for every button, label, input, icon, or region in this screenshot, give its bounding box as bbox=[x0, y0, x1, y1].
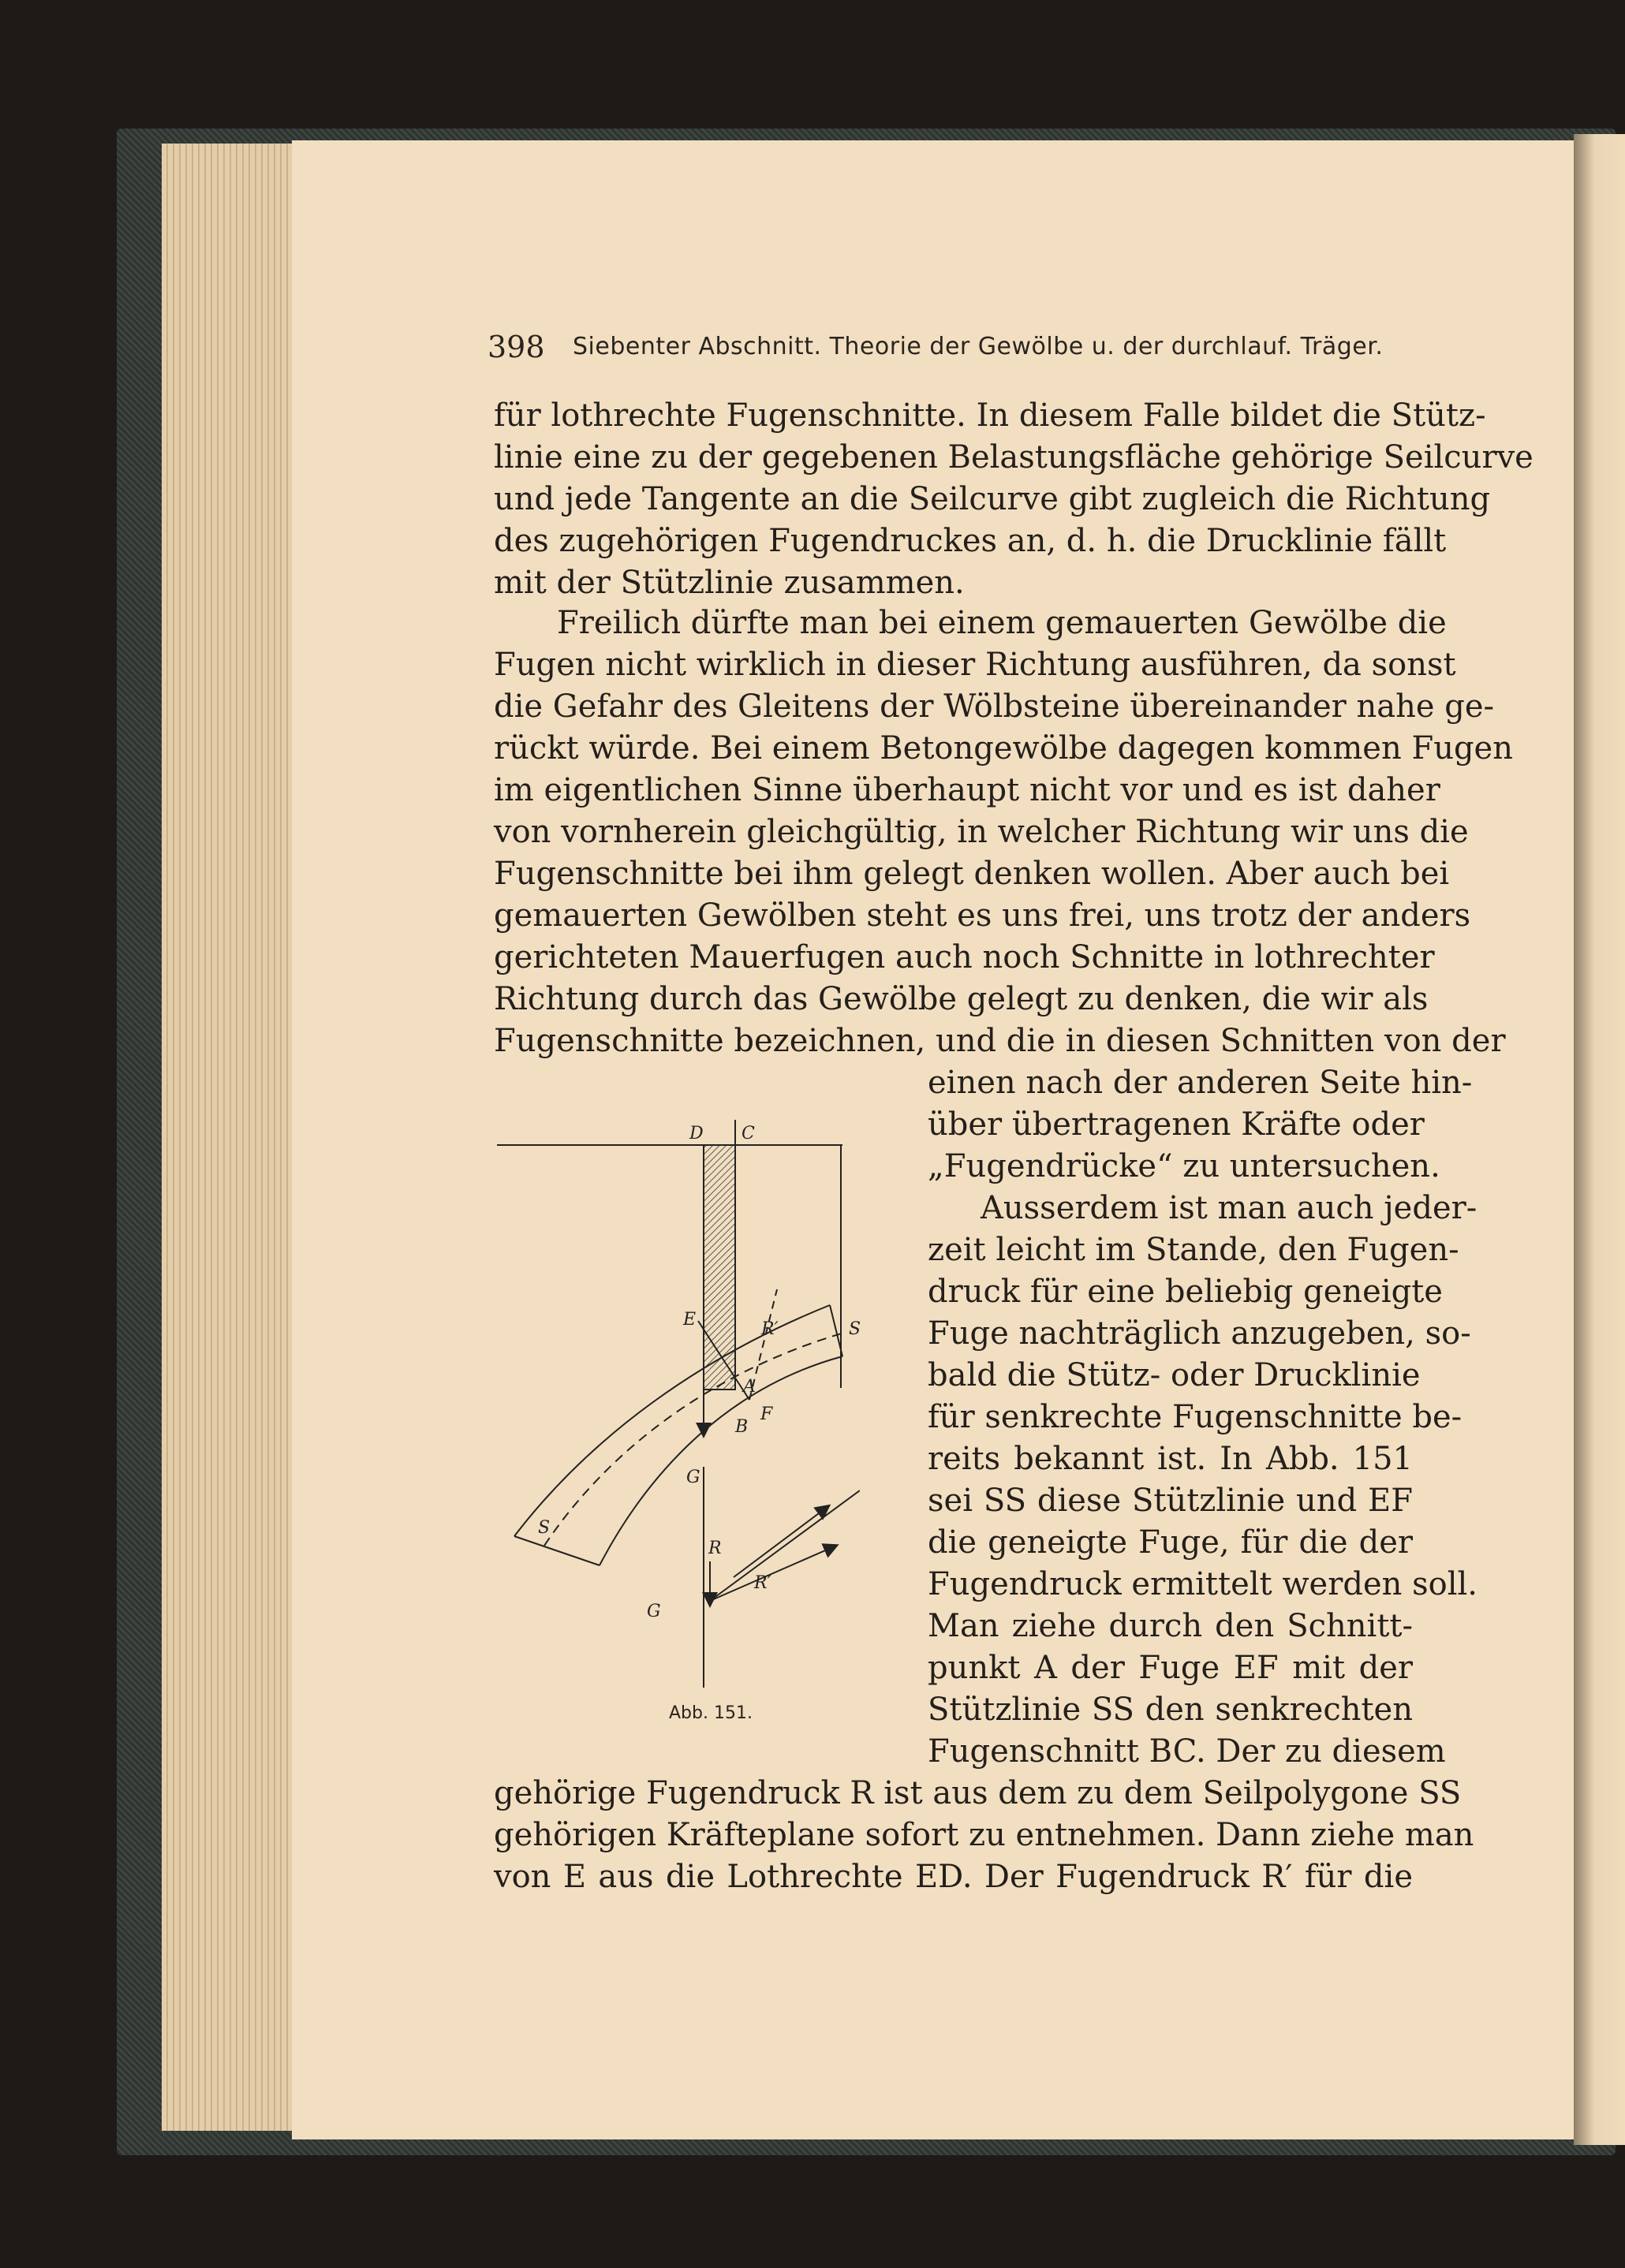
text-line: Fugenschnitte bei ihm gelegt denken wollen. Aber auch bei bbox=[494, 856, 1450, 892]
label-s-left: S bbox=[538, 1518, 551, 1538]
text-line: druck für eine beliebig geneigte bbox=[928, 1274, 1443, 1310]
page-number: 398 bbox=[488, 330, 545, 364]
text-line: die Gefahr des Gleitens der Wölbsteine übereinander nahe ge- bbox=[494, 688, 1495, 725]
text-line: die geneigte Fuge, für die der bbox=[928, 1524, 1413, 1561]
text-line: Fugenschnitte bezeichnen, und die in diesen Schnitten von der bbox=[494, 1023, 1506, 1059]
figure-abb-151 bbox=[497, 1120, 860, 1703]
label-g-top: G bbox=[686, 1468, 700, 1487]
label-r-prime-lower: R′ bbox=[754, 1573, 771, 1593]
text-line: einen nach der anderen Seite hin- bbox=[928, 1065, 1473, 1101]
arch-diagram bbox=[497, 1120, 860, 1703]
text-line: Richtung durch das Gewölbe gelegt zu denken, die wir als bbox=[494, 981, 1429, 1017]
label-g-bottom: G bbox=[647, 1602, 661, 1621]
label-b: B bbox=[735, 1417, 749, 1437]
text-line: Ausserdem ist man auch jeder- bbox=[981, 1190, 1477, 1226]
label-r: R bbox=[708, 1539, 722, 1558]
text-line: Stützlinie SS den senkrechten bbox=[928, 1692, 1413, 1728]
text-line: „Fugendrücke“ zu untersuchen. bbox=[928, 1148, 1440, 1184]
text-line: für senkrechte Fugenschnitte be- bbox=[928, 1399, 1462, 1435]
running-title: Siebenter Abschnitt. Theorie der Gewölbe u. der durchlauf. Träger. bbox=[573, 333, 1384, 360]
text-line: des zugehörigen Fugendruckes an, d. h. die Drucklinie fällt bbox=[494, 523, 1447, 559]
text-line: Fugenschnitt BC. Der zu diesem bbox=[928, 1733, 1446, 1770]
text-line: gemauerten Gewölben steht es uns frei, uns trotz der anders bbox=[494, 897, 1471, 934]
figure-caption: Abb. 151. bbox=[669, 1703, 753, 1723]
label-f: F bbox=[760, 1404, 773, 1424]
text-line: reits bekannt ist. In Abb. 151 bbox=[928, 1441, 1413, 1477]
label-r-prime: R′ bbox=[761, 1319, 779, 1339]
text-line: linie eine zu der gegebenen Belastungsfläche gehörige Seilcurve bbox=[494, 439, 1533, 476]
text-line: Freilich dürfte man bei einem gemauerten Gewölbe die bbox=[557, 605, 1447, 641]
text-line: im eigentlichen Sinne überhaupt nicht vor und es ist daher bbox=[494, 772, 1440, 808]
text-line: punkt A der Fuge EF mit der bbox=[928, 1650, 1413, 1686]
text-line: von E aus die Lothrechte ED. Der Fugendruck R′ für die bbox=[494, 1859, 1413, 1895]
text-line: gehörige Fugendruck R ist aus dem zu dem Seilpolygone SS bbox=[494, 1775, 1462, 1811]
book-gutter bbox=[1574, 134, 1625, 2145]
text-line: sei SS diese Stützlinie und EF bbox=[928, 1483, 1413, 1519]
label-a: A bbox=[743, 1377, 756, 1397]
text-line: Fuge nachträglich anzugeben, so- bbox=[928, 1315, 1471, 1352]
text-line: Fugen nicht wirklich in dieser Richtung ausführen, da sonst bbox=[494, 647, 1456, 683]
label-s-right: S bbox=[849, 1319, 860, 1339]
text-line: gerichteten Mauerfugen auch noch Schnitte in lothrechter bbox=[494, 939, 1435, 975]
label-c: C bbox=[742, 1124, 755, 1143]
page-header bbox=[488, 330, 1412, 366]
text-line: Fugendruck ermittelt werden soll. bbox=[928, 1566, 1478, 1602]
text-line: für lothrechte Fugenschnitte. In diesem Falle bildet die Stütz- bbox=[494, 397, 1486, 434]
text-line: mit der Stützlinie zusammen. bbox=[494, 565, 965, 601]
page-edges bbox=[162, 144, 294, 2131]
label-e: E bbox=[683, 1310, 697, 1330]
text-line: über übertragenen Kräfte oder bbox=[928, 1106, 1425, 1143]
text-line: gehörigen Kräfteplane sofort zu entnehmen. Dann ziehe man bbox=[494, 1817, 1474, 1853]
text-line: zeit leicht im Stande, den Fugen- bbox=[928, 1232, 1459, 1268]
label-d: D bbox=[689, 1124, 704, 1143]
text-line: von vornherein gleichgültig, in welcher Richtung wir uns die bbox=[494, 814, 1469, 850]
text-line: bald die Stütz- oder Drucklinie bbox=[928, 1357, 1421, 1393]
text-line: rückt würde. Bei einem Betongewölbe dagegen kommen Fugen bbox=[494, 730, 1513, 767]
text-line: Man ziehe durch den Schnitt- bbox=[928, 1608, 1413, 1644]
text-line: und jede Tangente an die Seilcurve gibt zugleich die Richtung bbox=[494, 481, 1491, 517]
